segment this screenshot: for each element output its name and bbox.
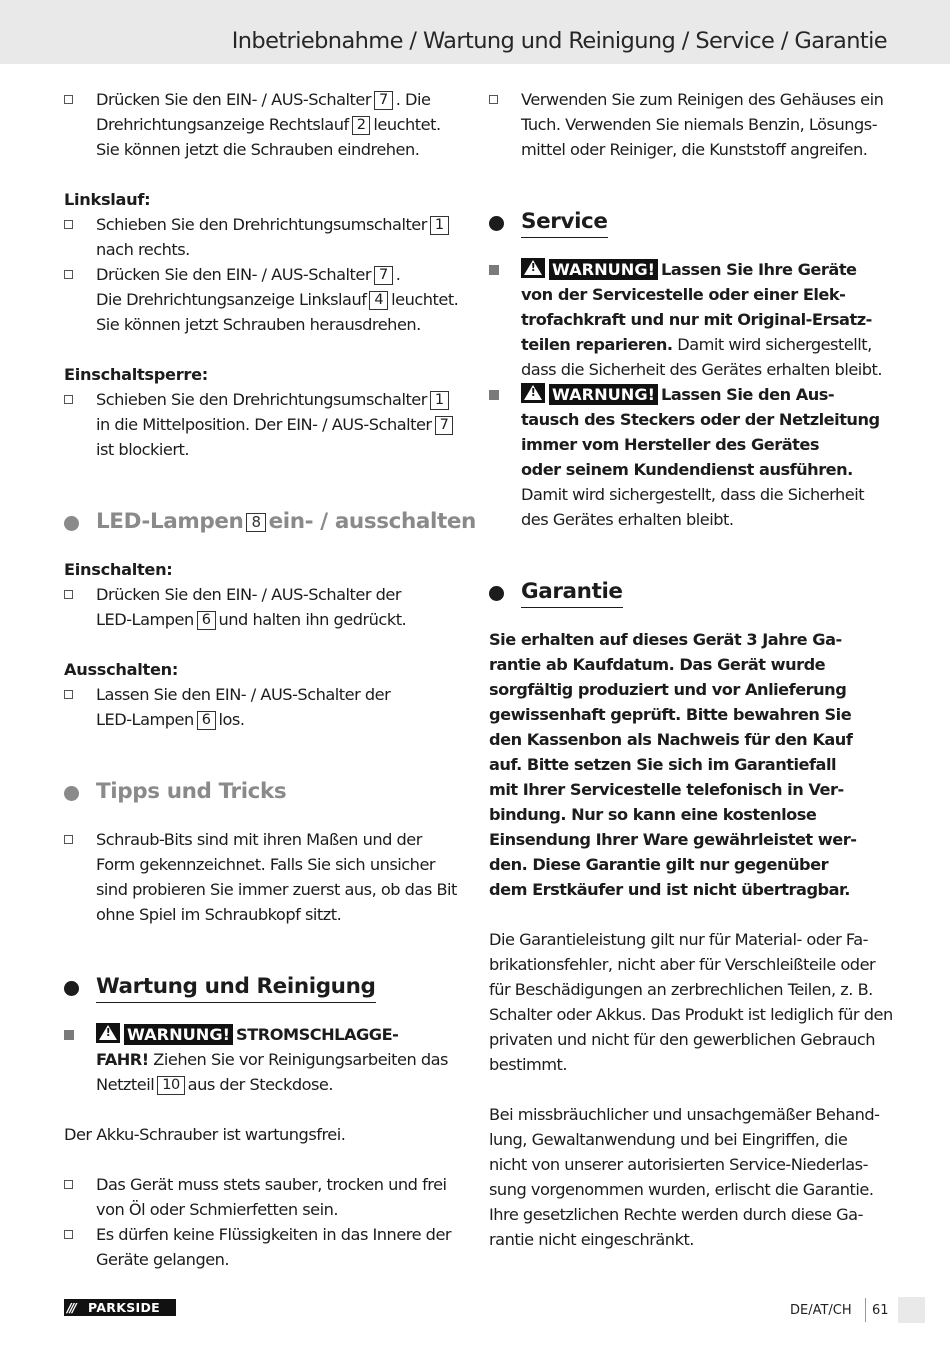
square-bullet-icon [64,1180,73,1189]
language-code: DE/AT/CH [790,1303,852,1318]
page-title: Inbetriebnahme / Wartung und Reinigung / Service / Garantie [231,28,887,54]
warning-item: ! WARNUNG! Lassen Sie den Aus- tausch des Steckers oder der Netzleitung immer vom Hersteller des Gerätes oder seinem Kundendienst ausführen. Damit wird sichergestellt, dass die Sicherheit des Gerätes erhalten bleibt. [489,382,889,532]
subheading-einschalten: Einschalten: [64,560,173,579]
subheading-ausschalten: Ausschalten: [64,660,179,679]
square-bullet-icon [489,95,498,104]
section-bullet-icon [64,786,79,801]
page-number: 61 [872,1303,889,1318]
square-bullet-icon [64,1230,73,1239]
footer-divider [865,1298,866,1322]
list-item: Lassen Sie den EIN- / AUS-Schalter der LED-Lampen 6 los. [64,682,464,732]
list-item: Drücken Sie den EIN- / AUS-Schalter 7 . Die Drehrichtungsanzeige Linkslauf 4 leuchtet. Sie können jetzt Schrauben herausdrehen. [64,262,464,337]
filled-square-bullet-icon [64,1030,74,1040]
list-item: Verwenden Sie zum Reinigen des Gehäuses ein Tuch. Verwenden Sie niemals Benzin, Lösungs- mittel oder Reiniger, die Kunststoff angreifen. [489,87,889,162]
section-title: Tipps und Tricks [96,779,287,804]
section-bullet-icon [489,586,504,601]
list-item: Es dürfen keine Flüssigkeiten in das Innere der Geräte gelangen. [64,1222,464,1272]
square-bullet-icon [64,690,73,699]
filled-square-bullet-icon [489,265,499,275]
list-item: Das Gerät muss stets sauber, trocken und frei von Öl oder Schmierfetten sein. [64,1172,464,1222]
list-item: Schieben Sie den Drehrichtungsumschalter 1 in die Mittelposition. Der EIN- / AUS-Schalter 7 ist blockiert. [64,387,464,462]
warning-triangle-icon: ! [521,258,545,278]
square-bullet-icon [64,835,73,844]
garantie-paragraph: Bei missbräuchlicher und unsachgemäßer Behand- lung, Gewaltanwendung und bei Eingriffen, die nicht von unserer autorisierten Service-Niederlas- sung vorgenommen wurden, erlischt die Garantie. Ihre gesetzlichen Rechte werden durch diese Ga- rantie nicht eingeschränkt. [489,1105,880,1249]
part-number: 10 [157,1076,184,1095]
list-item: Schieben Sie den Drehrichtungsumschalter 1 nach rechts. [64,212,464,262]
warning-item: ! WARNUNG! STROMSCHLAGGE- FAHR! Ziehen Sie vor Reinigungsarbeiten das Netzteil 10 aus der Steckdose. [64,1022,464,1097]
section-wartung [64,972,464,1008]
parkside-logo: /// PARKSIDE [64,1299,176,1316]
right-column [489,87,893,1252]
square-bullet-icon [64,270,73,279]
square-bullet-icon [64,220,73,229]
section-title: Service [521,207,608,238]
subheading-linkslauf: Linkslauf: [64,190,151,209]
section-garantie [489,577,889,613]
section-title: Garantie [521,577,623,608]
part-number: 2 [352,116,371,135]
left-column [64,87,476,1272]
section-title: Wartung und Reinigung [96,972,376,1003]
paragraph: Der Akku-Schrauber ist wartungsfrei. [64,1125,346,1144]
part-number: 7 [374,91,393,110]
section-title: LED-Lampen 8 ein- / ausschalten [96,509,476,534]
part-number: 1 [430,216,449,235]
section-tipps [64,777,464,813]
filled-square-bullet-icon [489,390,499,400]
list-item: Drücken Sie den EIN- / AUS-Schalter der LED-Lampen 6 und halten ihn gedrückt. [64,582,464,632]
section-bullet-icon [64,981,79,996]
section-led [64,507,476,543]
footer-tab [898,1297,925,1323]
warning-item: ! WARNUNG! Lassen Sie Ihre Geräte von der Servicestelle oder einer Elek- trofachkraft und nur mit Original-Ersatz- teilen reparieren. Damit wird sichergestellt, dass die Sicherheit des Gerätes erhalten bleibt. [489,257,889,382]
page-header [0,0,950,64]
warning-triangle-icon: ! [96,1023,120,1043]
part-number: 6 [197,711,216,730]
warning-label: WARNUNG! [124,1024,233,1045]
part-number: 4 [369,291,388,310]
part-number: 7 [374,266,393,285]
list-item: Drücken Sie den EIN- / AUS-Schalter 7 . Die Drehrichtungsanzeige Rechtslauf 2 leuchtet. Sie können jetzt die Schrauben eindrehen. [64,87,464,162]
section-bullet-icon [64,516,79,531]
garantie-bold-paragraph: Sie erhalten auf dieses Gerät 3 Jahre Ga- rantie ab Kaufdatum. Das Gerät wurde sorgfältig produziert und vor Anlieferung gewissenhaft geprüft. Bitte bewahren Sie den Kassenbon als Nachweis für den Kauf auf. Bitte setzen Sie sich im Garantiefall mit Ihrer Servicestelle telefonisch in Ver- bindung. Nur so kann eine kostenlose Einsendung Ihrer Ware gewährleistet wer- den. Diese Garantie gilt nur gegenüber dem Erstkäufer und ist nicht übertragbar. [489,630,857,899]
list-item: Schraub-Bits sind mit ihren Maßen und der Form gekennzeichnet. Falls Sie sich unsicher sind probieren Sie immer zuerst aus, ob das Bit ohne Spiel im Schraubkopf sitzt. [64,827,464,927]
warning-triangle-icon: ! [521,383,545,403]
part-number: 7 [435,416,454,435]
warning-label: WARNUNG! [549,384,658,405]
subheading-einschaltsperre: Einschaltsperre: [64,365,208,384]
section-bullet-icon [489,216,504,231]
garantie-paragraph: Die Garantieleistung gilt nur für Material- oder Fa- brikationsfehler, nicht aber für Verschleißteile oder für Beschädigungen an zerbrechlichen Teilen, z. B. Schalter oder Akkus. Das Produkt ist lediglich für den privaten und nicht für den gewerblichen Gebrauch bestimmt. [489,930,893,1074]
square-bullet-icon [64,95,73,104]
warning-label: WARNUNG! [549,259,658,280]
square-bullet-icon [64,590,73,599]
square-bullet-icon [64,395,73,404]
part-number: 1 [430,391,449,410]
part-number: 6 [197,611,216,630]
section-service [489,207,889,243]
